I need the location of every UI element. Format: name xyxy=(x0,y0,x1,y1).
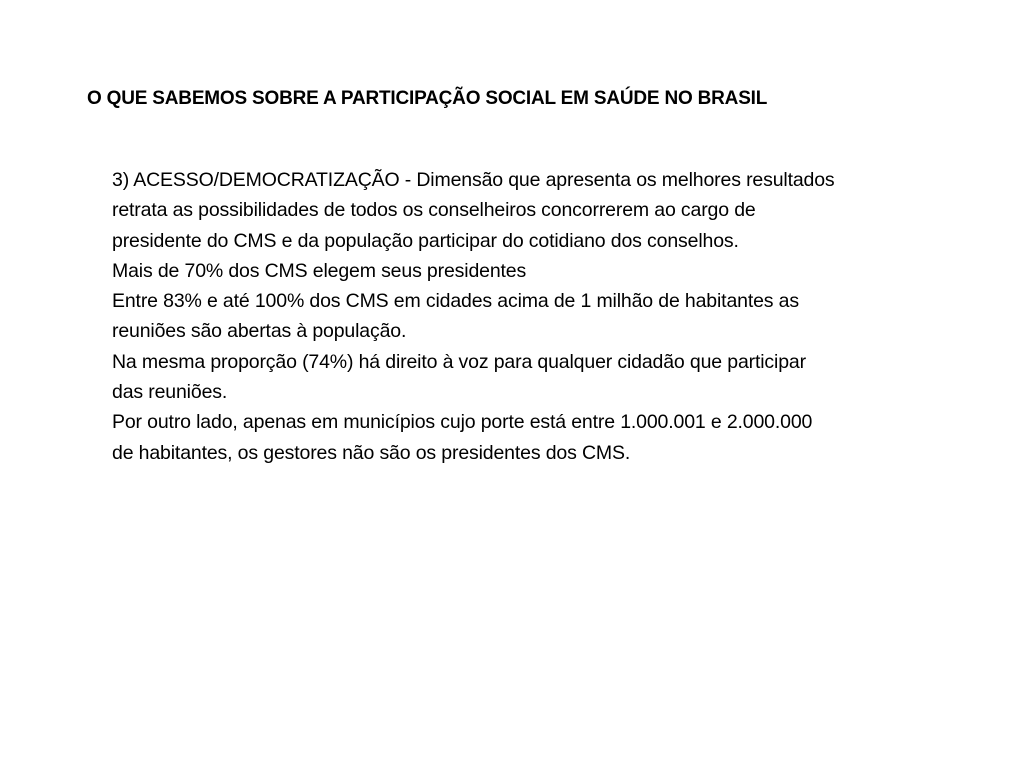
body-line: Mais de 70% dos CMS elegem seus presidentes xyxy=(112,259,527,282)
slide-title: O QUE SABEMOS SOBRE A PARTICIPAÇÃO SOCIAL EM SAÚDE NO BRASIL xyxy=(87,88,768,109)
body-line: Na mesma proporção (74%) há direito à voz para qualquer cidadão que participar xyxy=(112,350,806,373)
body-line: das reuniões. xyxy=(112,381,228,404)
body-line: 3) ACESSO/DEMOCRATIZAÇÃO - Dimensão que apresenta os melhores resultados xyxy=(112,169,835,191)
body-line: Entre 83% e até 100% dos CMS em cidades acima de 1 milhão de habitantes as xyxy=(112,290,799,313)
slide-body xyxy=(112,165,992,468)
body-line: retrata as possibilidades de todos os conselheiros concorrerem ao cargo de xyxy=(112,199,756,222)
body-line: Por outro lado, apenas em municípios cujo porte está entre 1.000.001 e 2.000.000 xyxy=(112,411,813,434)
body-line: reuniões são abertas à população. xyxy=(112,320,407,343)
body-line: de habitantes, os gestores não são os presidentes dos CMS. xyxy=(112,441,631,464)
body-line: presidente do CMS e da população participar do cotidiano dos conselhos. xyxy=(112,229,739,252)
